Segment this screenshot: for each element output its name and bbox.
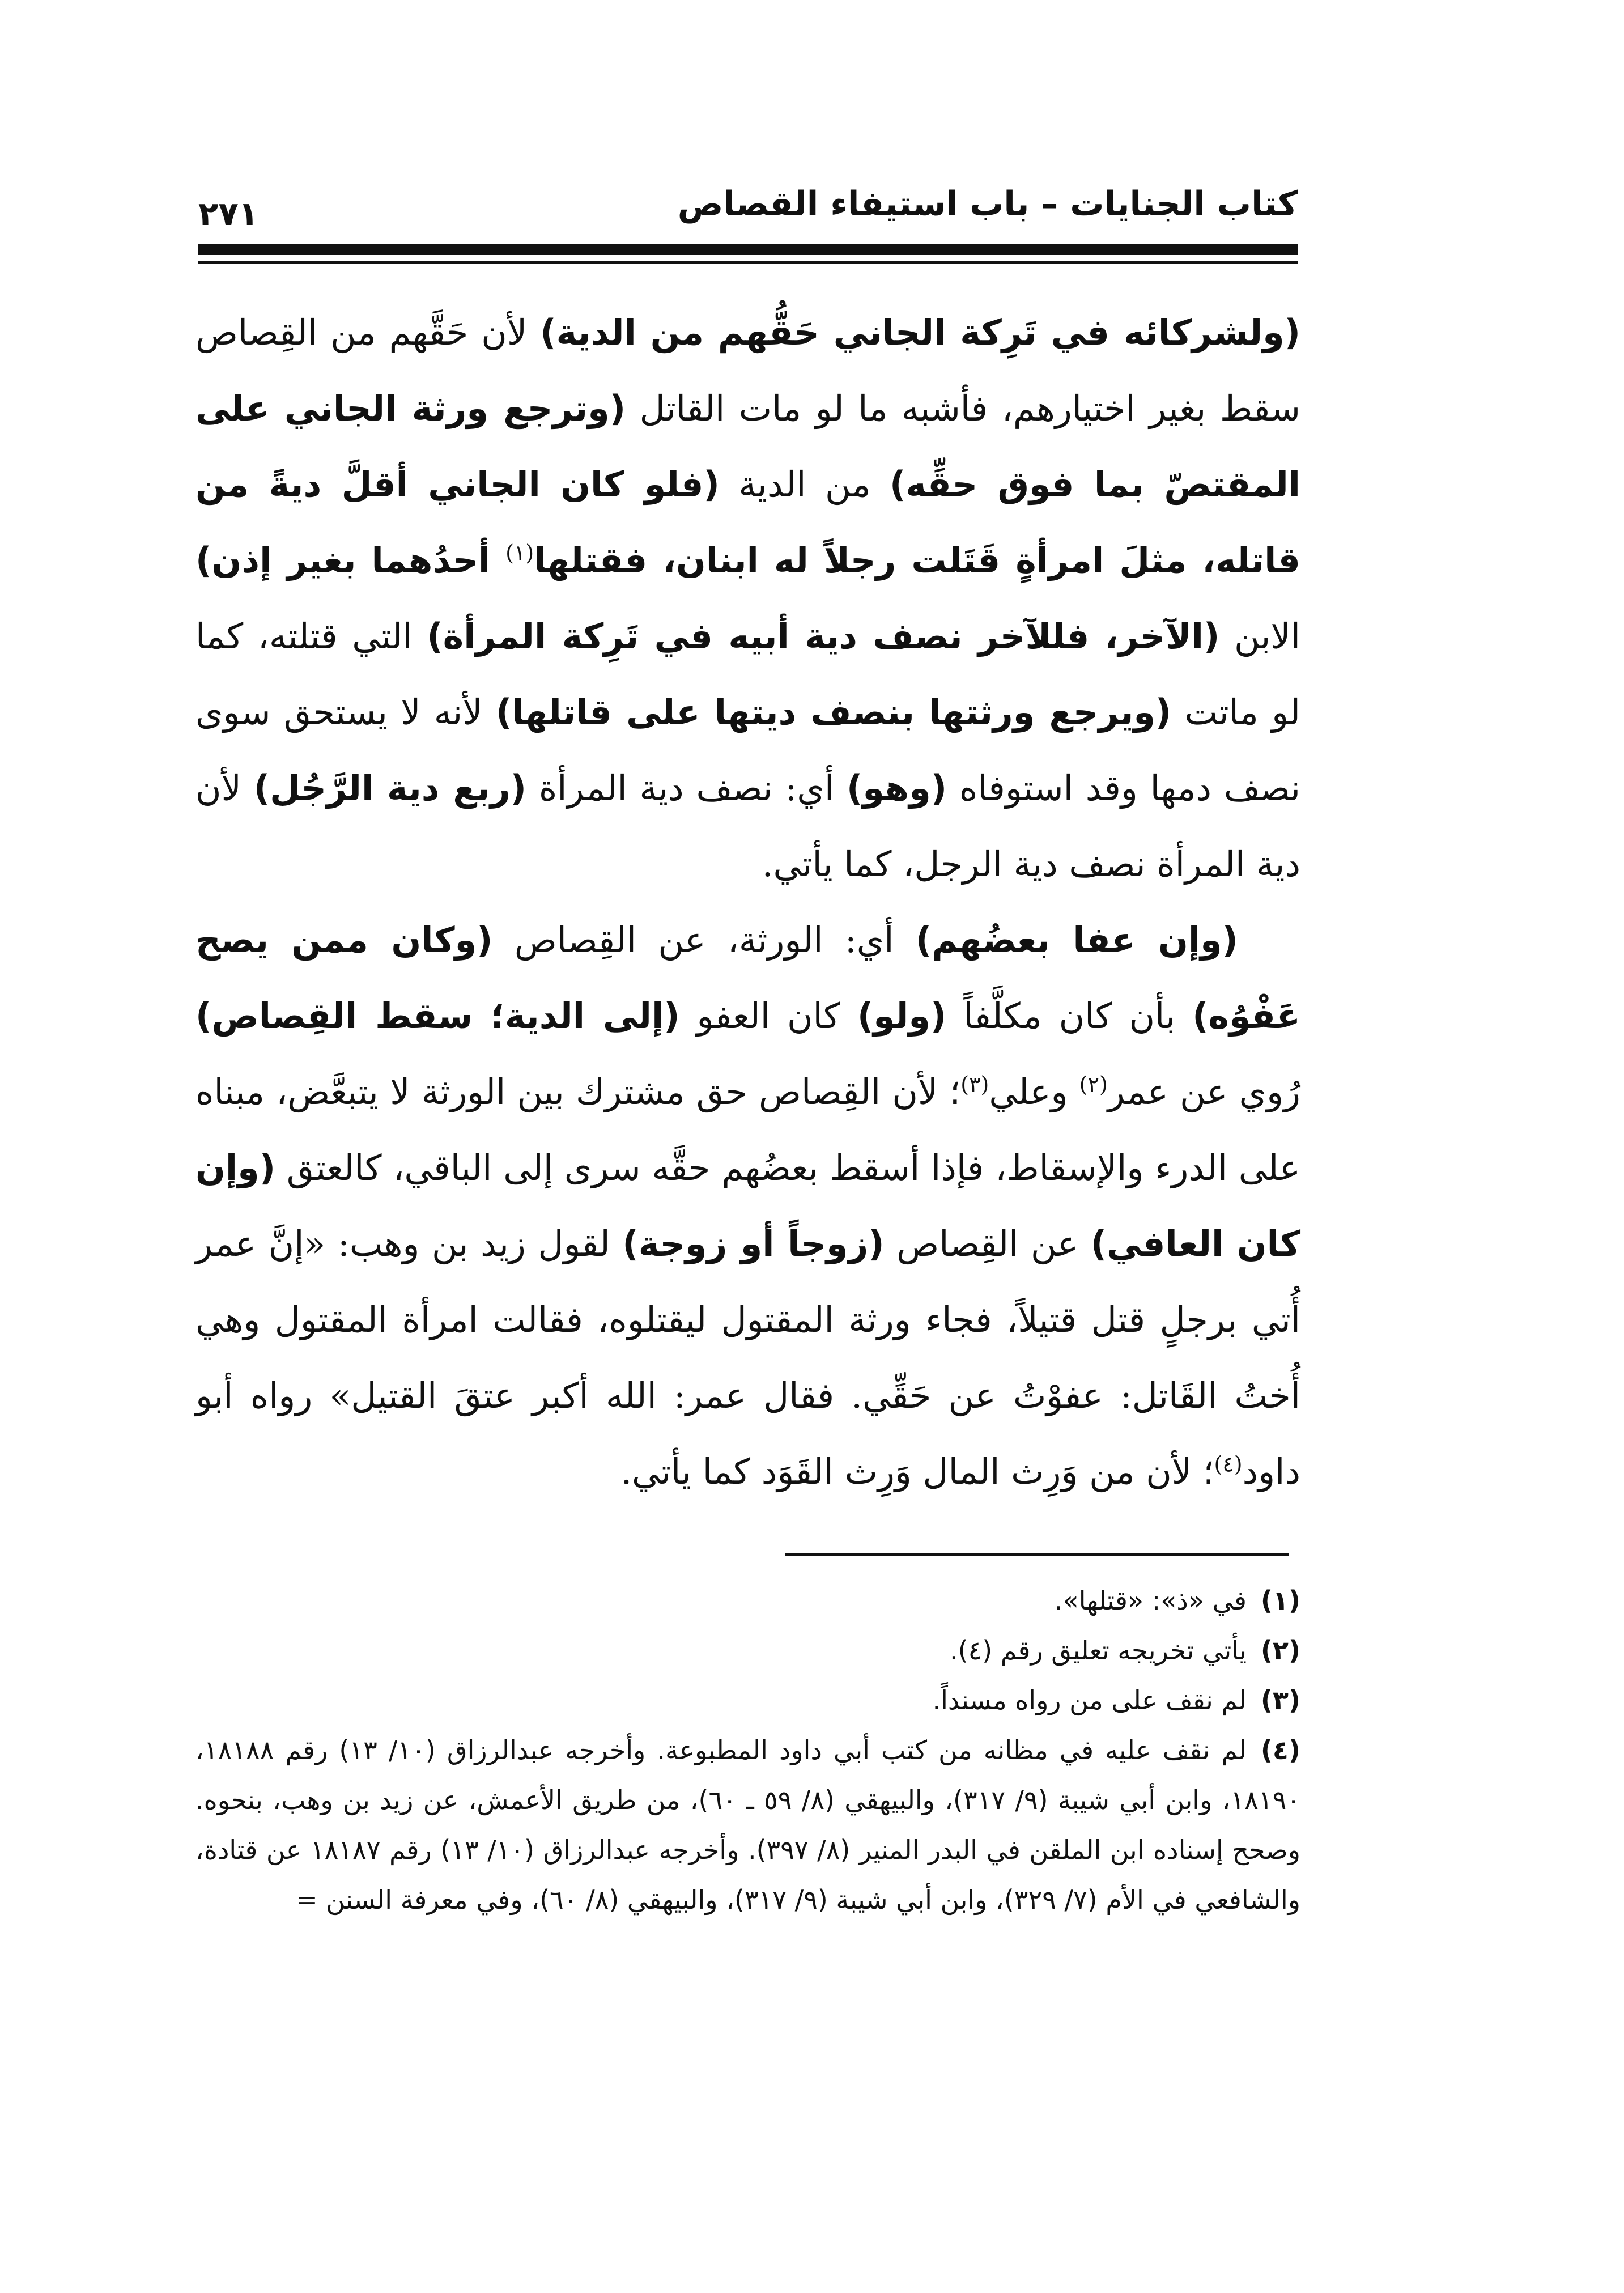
matn-text: أحدُهما بغير إذن) [195, 540, 506, 581]
matn-text: (وإن كان العافي) [195, 1147, 1301, 1264]
matn-text: (وترجع ورثة الجاني على المقتصّ بما فوق حقِّه) [195, 388, 1300, 505]
sharh-text: ؛ لأن القِصاص حق مشترك بين الورثة لا يتبعَّض، مبناه على الدرء والإسقاط، فإذا أسقط بعضُهم حقَّه سرى إلى الباقي، كالعتق [195, 1071, 1300, 1188]
sharh-text: أي: الورثة، عن القِصاص [492, 919, 916, 961]
footnote-4 [195, 1725, 1300, 1925]
paragraph-2 [195, 902, 1300, 1510]
paragraph-1 [195, 295, 1300, 902]
header-rule-thick [198, 244, 1298, 255]
footnotes [195, 1576, 1300, 1925]
footnote-text: في «ذ»: «قتلها». [1054, 1585, 1247, 1616]
sharh-text: لأنه لا يستحق سوى نصف دمها وقد استوفاه [195, 691, 1300, 809]
matn-text: (ولو) [857, 995, 947, 1037]
sharh-text: عن القِصاص [884, 1223, 1091, 1264]
sharh-text: لقول زيد بن وهب: «إنَّ عمر أُتي برجلٍ قتل قتيلاً، فجاء ورثة المقتول ليقتلوه، فقالت امرأة المقتول وهي أُختُ القَاتل: عفوْتُ عن حَقِّي. فقال عمر: الله أكبر عتقَ القتيل» رواه أبو داود [195, 1223, 1300, 1492]
footnote-text: لم نقف على من رواه مسنداً. [932, 1685, 1247, 1715]
matn-text: (ويرجع ورثتها بنصف ديتها على قاتلها) [495, 691, 1172, 733]
matn-text: (فلو كان الجاني أقلَّ ديةً من قاتله، مثلَ امرأةٍ قَتَلت رجلاً له ابنان، فقتلها [195, 464, 1300, 581]
sharh-text: لأن دية المرأة نصف دية الرجل، كما يأتي. [195, 767, 1300, 885]
matn-text: (زوجاً أو زوجة) [622, 1223, 885, 1264]
sharh-text: أي: نصف دية المرأة [526, 767, 847, 809]
main-text [195, 295, 1300, 1510]
matn-text: (وهو) [847, 767, 947, 809]
sharh-text: من الدية [719, 464, 890, 505]
sharh-text: وعلي [989, 1071, 1079, 1112]
matn-text: (ولشركائه في تَرِكة الجاني حَقُّهم من الدية) [540, 312, 1300, 353]
sharh-text: التي قتلته، كما لو ماتت [195, 615, 1301, 733]
footnote-ref-3[interactable]: (٣) [960, 1072, 989, 1097]
footnote-2 [195, 1625, 1300, 1675]
matn-text: (وكان ممن يصح عَفْوُه) [195, 919, 1300, 1037]
running-head: كتاب الجنايات – باب استيفاء القصاص [677, 184, 1298, 224]
footnote-number: (٤) [1260, 1735, 1301, 1765]
sharh-text: بأن كان مكلَّفاً [946, 995, 1193, 1037]
footnote-ref-4[interactable]: (٤) [1214, 1451, 1243, 1477]
footnote-ref-1[interactable]: (١) [505, 540, 534, 566]
sharh-text: ؛ لأن من وَرِث المال وَرِث القَوَد كما يأتي. [620, 1451, 1214, 1492]
page-number: ٢٧١ [198, 194, 259, 233]
matn-text: (وإن عفا بعضُهم) [915, 919, 1238, 961]
footnote-3 [195, 1675, 1300, 1725]
footnote-separator [785, 1553, 1289, 1556]
footnote-number: (٢) [1260, 1635, 1300, 1666]
footnote-ref-2[interactable]: (٢) [1079, 1072, 1108, 1097]
footnote-text: لم نقف عليه في مظانه من كتب أبي داود المطبوعة. وأخرجه عبدالرزاق (١٠/ ١٣) رقم ١٨١٨٨، ١٨١٩٠، وابن أبي شيبة (٩/ ٣١٧)، والبيهقي (٨/ ٥٩ ـ ٦٠)، من طريق الأعمش، عن زيد بن وهب، بنحوه. وصحح إسناده ابن الملقن في البدر المنير (٨/ ٣٩٧). وأخرجه عبدالرزاق (١٠/ ١٣) رقم ١٨١٨٧ عن قتادة، والشافعي في الأم (٧/ ٣٢٩)، وابن أبي شيبة (٩/ ٣١٧)، والبيهقي (٨/ ٦٠)، وفي معرفة السنن = [195, 1735, 1300, 1915]
footnote-text: يأتي تخريجه تعليق رقم (٤). [949, 1635, 1247, 1666]
matn-text: (ربع دية الرَّجُل) [253, 767, 526, 809]
matn-text: (إلى الدية؛ سقط القِصاص) [195, 995, 680, 1037]
footnote-number: (٣) [1260, 1685, 1300, 1715]
sharh-text: لأن حَقَّهم من القِصاص سقط بغير اختيارهم، فأشبه ما لو مات القاتل [195, 312, 1301, 429]
footnote-number: (١) [1260, 1585, 1300, 1616]
footnote-1 [195, 1576, 1300, 1625]
page-header [198, 181, 1298, 232]
matn-text: (الآخر، فللآخر نصف دية أبيه في تَرِكة المرأة) [427, 615, 1220, 657]
sharh-text: رُوي عن عمر [1107, 1071, 1300, 1112]
header-rule-thin [198, 261, 1298, 264]
sharh-text: الابن [1219, 615, 1300, 657]
sharh-text: كان العفو [679, 995, 857, 1037]
